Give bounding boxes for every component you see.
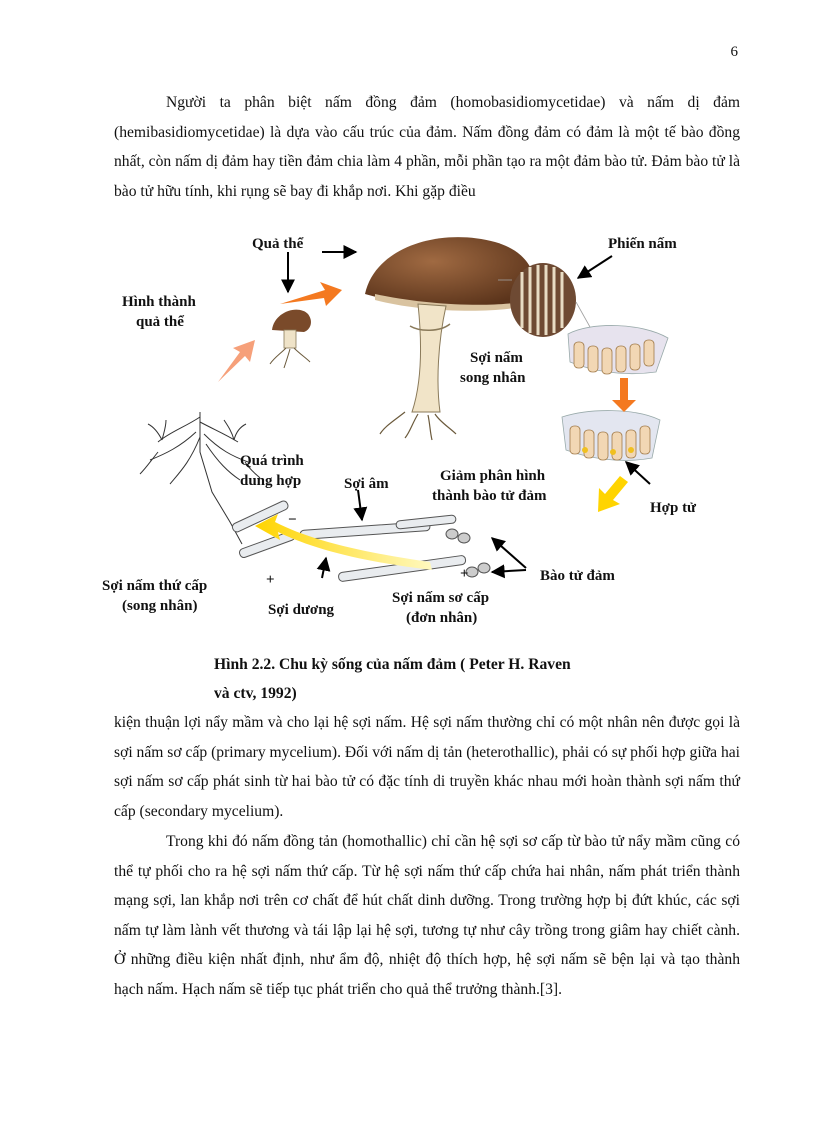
- label-soi-am: Sợi âm: [344, 476, 389, 492]
- label-giam-phan-line2: thành bào tử đảm: [432, 488, 547, 504]
- label-soi-so-cap-line1: Sợi nấm sơ cấp: [392, 590, 490, 606]
- basidia-cluster-lower: [562, 411, 660, 461]
- label-hinh-thanh-line1: Hình thành: [122, 294, 196, 310]
- page-number: 6: [730, 44, 738, 60]
- label-qua-trinh-line1: Quá trình: [240, 453, 304, 469]
- label-giam-phan-line1: Giảm phân hình: [440, 468, 546, 484]
- label-soi-nam-song-nhan-line1: Sợi nấm: [470, 350, 523, 366]
- plus-sign-left: +: [266, 572, 275, 588]
- label-soi-so-cap-line2: (đơn nhân): [406, 610, 478, 626]
- label-hop-tu: Hợp tử: [650, 500, 697, 516]
- caption-line2: và ctv, 1992): [214, 685, 297, 702]
- label-qua-the: Quả thể: [252, 236, 304, 252]
- paragraph-intro: Người ta phân biệt nấm đồng đảm (homobasidiomycetidae) và nấm dị đảm (hemibasidiomycetidae) là dựa vào cấu trúc của đảm. Nấm đồng đảm có đảm là một tế bào đồng nhất, còn nấm dị đảm hay tiền đảm chia làm 4 phần, mỗi phần tạo ra một đảm bào tử. Đảm bào tử là bào tử hữu tính, khi rụng sẽ bay đi khắp nơi. Khi gặp điều: [114, 94, 740, 200]
- paragraph-continuation: kiện thuận lợi nẩy mầm và cho lại hệ sợi nấm. Hệ sợi nấm thường chỉ có một nhân nên được gọi là sợi nấm sơ cấp (primary mycelium). Đối với nấm dị tản (heterothallic), phải có sự phối hợp giữa hai sợi nấm sơ cấp phát sinh từ hai bào tử có đặc tính di truyền khác nhau mới hoàn thành sợi nấm thứ cấp (secondary mycelium).: [114, 714, 740, 820]
- young-mushroom-illustration: [270, 310, 311, 368]
- basidia-cluster-upper: [568, 325, 668, 374]
- caption-line1: Hình 2.2. Chu kỳ sống của nấm đảm ( Peter H. Raven: [214, 656, 571, 673]
- label-bao-tu-dam: Bào tử đảm: [540, 568, 615, 584]
- minus-sign: −: [288, 512, 297, 528]
- label-soi-duong: Sợi dương: [268, 602, 335, 618]
- life-cycle-figure: [100, 222, 700, 627]
- figure-caption: [214, 650, 694, 708]
- label-soi-nam-song-nhan-line2: song nhân: [460, 370, 526, 386]
- label-hinh-thanh-line2: quả thể: [136, 314, 184, 330]
- label-soi-thu-cap-line1: Sợi nấm thứ cấp: [102, 578, 208, 594]
- label-phien-nam: Phiến nấm: [608, 236, 677, 252]
- plus-sign-right: +: [460, 566, 469, 582]
- paragraph-homothallic: Trong khi đó nấm đồng tản (homothallic) chỉ cần hệ sợi sơ cấp từ bào tử nẩy mầm cũng có thể tự phối cho ra hệ sợi nấm thứ cấp. Từ hệ sợi nấm thứ cấp chứa hai nhân, nấm phát triển thành mạng sợi, lan khắp nơi trên cơ chất để hút chất dinh dưỡng. Trong trường hợp bị đứt khúc, các sợi nấm tự làm lành vết thương và tái lập lại hệ sợi, tương tự như cây trồng trong giâm hay chiết cành. Ở những điều kiện nhất định, như ẩm độ, nhiệt độ thích hợp, hệ sợi nấm sẽ bện lại và tạo thành hạch nấm. Hạch nấm sẽ tiếp tục phát triển cho quả thể trưởng thành.[3].: [114, 833, 740, 998]
- mature-mushroom-illustration: [365, 237, 535, 440]
- label-qua-trinh-line2: dung hợp: [240, 473, 302, 489]
- label-soi-thu-cap-line2: (song nhân): [122, 598, 198, 614]
